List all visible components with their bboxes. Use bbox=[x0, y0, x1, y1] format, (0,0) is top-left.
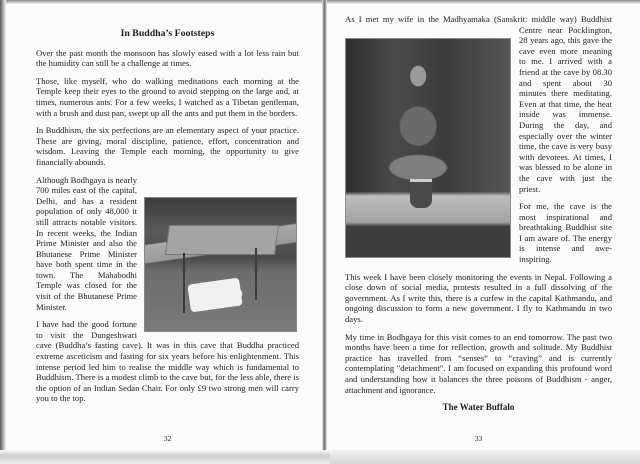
paragraph: Those, like myself, who do walking meditations each morning at the Temple keep their eyes to the ground to avoid stepping on the large and, at times, numerous ants. For a few weeks, I watched as a Tibetan gentleman, with a brush and dust pan, swept up all the ants and put them in the borders. bbox=[36, 75, 299, 118]
book-gutter bbox=[322, 0, 327, 452]
pole bbox=[183, 253, 185, 313]
page-number-left: 32 bbox=[163, 434, 172, 443]
paragraph: I have had the good fortune to visit the Dungeshwari cave (Buddha’s fasting cave). It was in this cave that Buddha practiced extreme asceticism and fasting for six years before his enlightenment. This intense period led him to realise the middle way which is fundamental to Buddhism. There is a modest climb to the cave but, for the less able, there is the option of an Indian Sedan Chair. For only £9 two strong men will carry you to the top. bbox=[36, 319, 299, 404]
canopy bbox=[165, 225, 279, 255]
paragraph: As I met my wife in the Madhyamaka (Sanskrit: middle way) Buddhist Centre near Pocklington, 28 years ago, this gave the cave even more meaning to me. I arrived with a friend at the cave by 08.30 and spent about 30 minutes there meditating. Even at that time, the heat inside was immense. During the day, and especially over the winter time, the cave is very busy with devotees. At times, I was blessed to be alone in the cave with just the priest. bbox=[345, 14, 612, 194]
scan-left-edge bbox=[0, 0, 6, 464]
scan-bottom-shadow-right bbox=[330, 452, 640, 464]
fasting-buddha-photo bbox=[345, 38, 511, 258]
signature: The Water Buffalo bbox=[442, 402, 515, 413]
offering-bowl bbox=[410, 179, 432, 208]
page-number-right: 33 bbox=[474, 434, 483, 443]
paragraph: Over the past month the monsoon has slowly eased with a lot less rain but the humidity can still be a challenge at times. bbox=[36, 47, 299, 69]
sedan-chair-photo bbox=[144, 197, 297, 332]
cushion bbox=[187, 277, 242, 312]
paragraph: For me, the cave is the most inspirational and breathtaking Buddhist site I am aware of. The energy is intense and awe-inspiring. bbox=[519, 201, 612, 265]
paragraph: My time in Bodhgaya for this visit comes to an end tomorrow. The past two months have been a time for reflection, growth and solitude. My Buddhist practice has travelled from “senses” to “craving” and is currently contemplating "detachment". I am focused on expanding this profound word and understanding how it balances the three poisons of Buddhism - anger, attachment and ignorance. bbox=[345, 331, 612, 395]
paragraph: Although Bodhgaya is nearly 700 miles east of the capital, Delhi, and has a resident population of only 48,000 it still attracts notable visitors. In recent weeks, the Indian Prime Minister and also the Bhutanese Prime Minister have both spent time in the town. The Mahabodhi Temple was closed for the visit of the Bhutanese Prime Minister. bbox=[36, 174, 137, 312]
paragraph: This week I have been closely monitoring the events in Nepal. Following a close down of social media, protests resulted in a full dissolving of the government. As I write this, there is a curfew in the capital Kathmandu, and ongoing discussion to form a new government. I fly to Kathmandu in two days. bbox=[345, 271, 612, 325]
paragraph: In Buddhism, the six perfections are an elementary aspect of your practice. These are giving, moral discipline, patience, effort, concentration and wisdom. Leaving the Temple each morning, the opportunity to give financially abounds. bbox=[36, 125, 299, 167]
article-title: In Buddha’s Footsteps bbox=[120, 28, 215, 39]
right-page bbox=[345, 14, 612, 421]
left-page bbox=[36, 26, 299, 411]
pole bbox=[255, 248, 257, 300]
scan-top-shadow bbox=[0, 0, 640, 4]
